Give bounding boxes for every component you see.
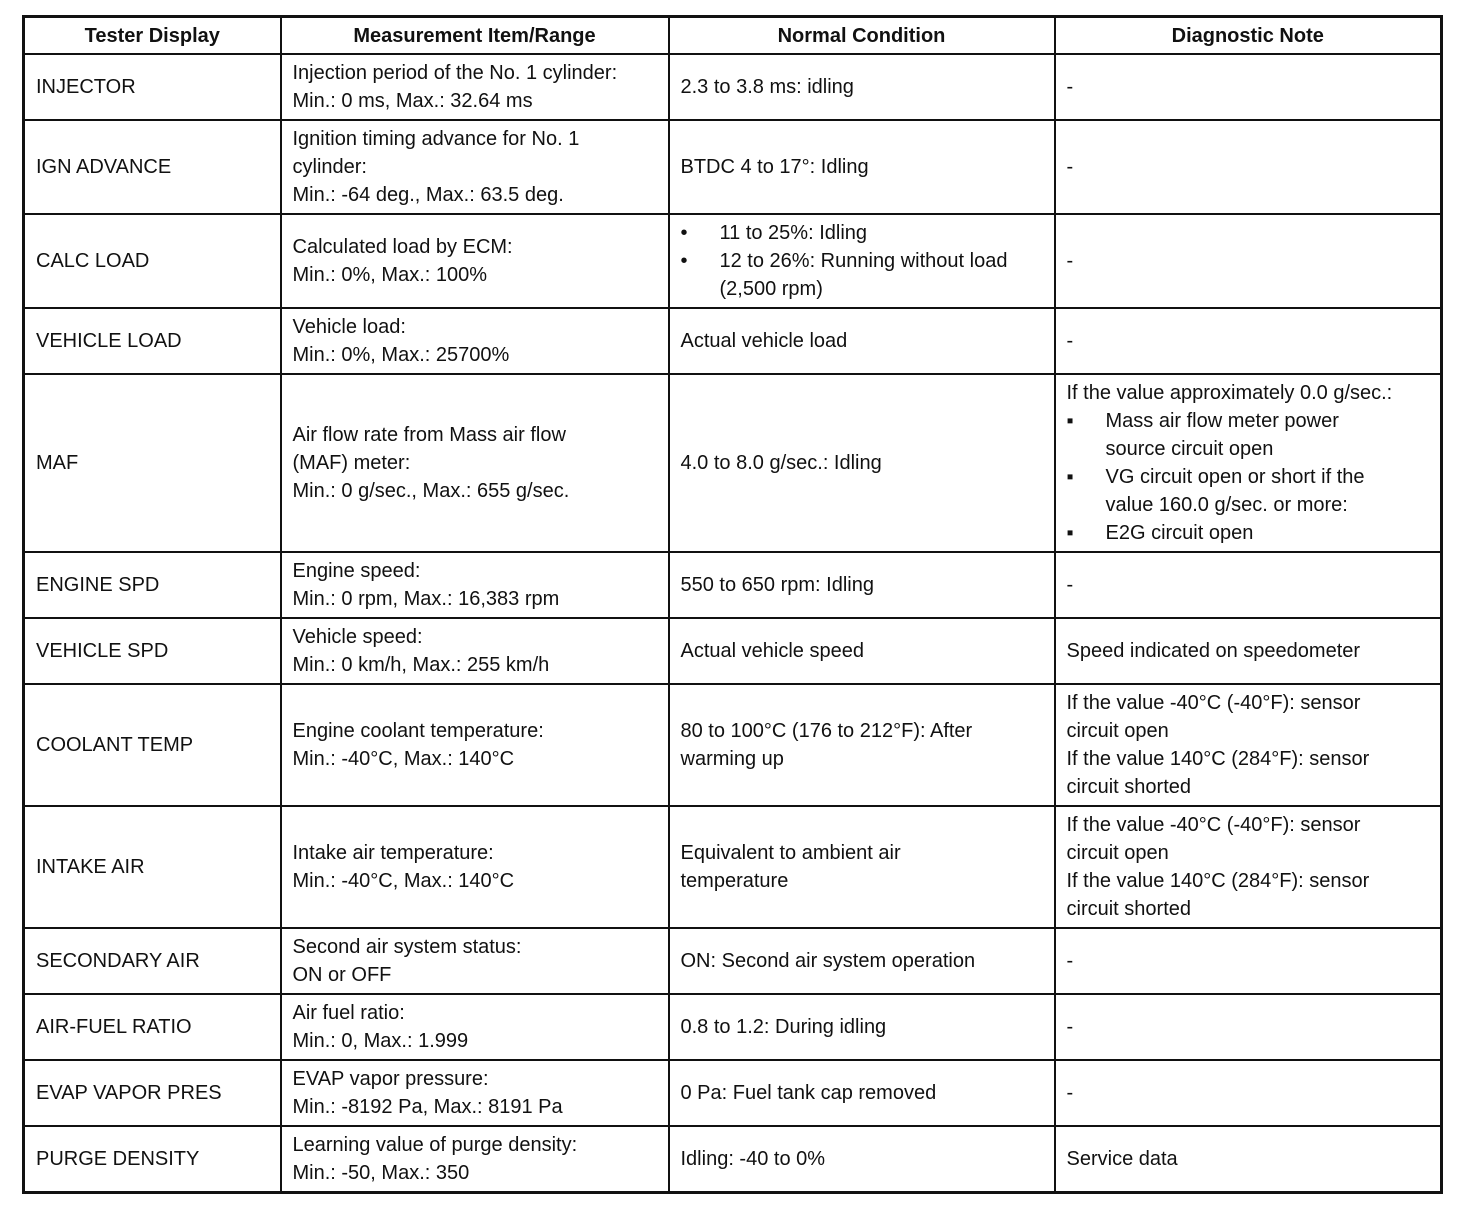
measurement-line: Injection period of the No. 1 cylinder: bbox=[292, 62, 618, 84]
cell-diagnostic-note bbox=[1055, 806, 1442, 928]
cell-tester-display: CALC LOAD bbox=[24, 214, 281, 308]
note-line: If the value -40°C (-40°F): sensor bbox=[1066, 692, 1361, 714]
cell-tester-display: PURGE DENSITY bbox=[24, 1126, 281, 1192]
cell-normal-condition bbox=[669, 1126, 1055, 1192]
cell-diagnostic-note bbox=[1055, 994, 1442, 1060]
note-line: circuit shorted bbox=[1066, 776, 1191, 798]
cell-measurement-range bbox=[281, 1126, 669, 1192]
note-line: Service data bbox=[1066, 1147, 1178, 1170]
note-bullet-item-list bbox=[1067, 407, 1431, 547]
measurement-line: EVAP vapor pressure: bbox=[292, 1068, 489, 1090]
cell-diagnostic-note bbox=[1055, 1060, 1442, 1126]
note-line: circuit shorted bbox=[1066, 898, 1191, 920]
cell-tester-display: VEHICLE LOAD bbox=[24, 308, 281, 374]
measurement-line: ON or OFF bbox=[292, 964, 392, 986]
note-bullet-item-text: Mass air flow meter power bbox=[1105, 410, 1339, 432]
cell-diagnostic-note bbox=[1055, 928, 1442, 994]
note-bullet-item bbox=[1067, 407, 1431, 463]
header-measurement-item-range: Measurement Item/Range bbox=[281, 17, 669, 55]
condition-bullet-item-text: 11 to 25%: Idling bbox=[719, 222, 868, 244]
measurement-line: Min.: -64 deg., Max.: 63.5 deg. bbox=[292, 184, 564, 206]
cell-measurement-range bbox=[281, 308, 669, 374]
measurement-line: Min.: 0 ms, Max.: 32.64 ms bbox=[292, 90, 533, 112]
table-row bbox=[24, 994, 1442, 1060]
diagnostic-data-table-container bbox=[22, 15, 1440, 1194]
condition-line: warming up bbox=[680, 748, 784, 770]
measurement-line: Calculated load by ECM: bbox=[292, 236, 513, 258]
measurement-line: Ignition timing advance for No. 1 bbox=[292, 128, 580, 150]
condition-line: Actual vehicle load bbox=[680, 330, 848, 352]
cell-measurement-range bbox=[281, 214, 669, 308]
condition-line: Equivalent to ambient air bbox=[680, 842, 901, 864]
note-line: If the value 140°C (284°F): sensor bbox=[1066, 748, 1370, 770]
measurement-line: Air fuel ratio: bbox=[292, 1002, 405, 1024]
table-row bbox=[24, 552, 1442, 618]
cell-diagnostic-note bbox=[1055, 374, 1442, 552]
measurement-line: Min.: -8192 Pa, Max.: 8191 Pa bbox=[292, 1096, 563, 1118]
note-line: - bbox=[1066, 1082, 1074, 1104]
condition-line: temperature bbox=[680, 870, 789, 892]
cell-measurement-range bbox=[281, 374, 669, 552]
table-row bbox=[24, 1060, 1442, 1126]
cell-diagnostic-note bbox=[1055, 552, 1442, 618]
bullet-icon: ▪ bbox=[1066, 466, 1074, 488]
cell-measurement-range bbox=[281, 552, 669, 618]
cell-measurement-range bbox=[281, 928, 669, 994]
cell-tester-display: AIR-FUEL RATIO bbox=[24, 994, 281, 1060]
condition-bullet-item-list bbox=[681, 219, 1044, 303]
cell-normal-condition bbox=[669, 308, 1055, 374]
cell-normal-condition bbox=[669, 374, 1055, 552]
measurement-line: Min.: -40°C, Max.: 140°C bbox=[292, 870, 515, 892]
measurement-line: Min.: 0%, Max.: 25700% bbox=[292, 344, 510, 366]
cell-normal-condition bbox=[669, 1060, 1055, 1126]
table-row bbox=[24, 374, 1442, 552]
note-line: - bbox=[1066, 250, 1074, 272]
table-row bbox=[24, 1126, 1442, 1192]
table-row bbox=[24, 684, 1442, 806]
cell-diagnostic-note bbox=[1055, 684, 1442, 806]
note-bullet-item-text: E2G circuit open bbox=[1105, 522, 1254, 544]
condition-bullet-item-text: (2,500 rpm) bbox=[719, 278, 823, 300]
note-line: - bbox=[1066, 330, 1074, 352]
cell-tester-display: COOLANT TEMP bbox=[24, 684, 281, 806]
diagnostic-data-table bbox=[22, 15, 1443, 1194]
cell-tester-display: EVAP VAPOR PRES bbox=[24, 1060, 281, 1126]
header-normal-condition: Normal Condition bbox=[669, 17, 1055, 55]
note-bullet-item bbox=[1067, 519, 1431, 547]
bullet-icon: • bbox=[680, 250, 688, 272]
cell-diagnostic-note bbox=[1055, 120, 1442, 214]
note-line: - bbox=[1066, 1016, 1074, 1038]
cell-measurement-range bbox=[281, 54, 669, 120]
measurement-line: Vehicle load: bbox=[292, 316, 406, 338]
measurement-line: Min.: 0, Max.: 1.999 bbox=[292, 1030, 469, 1052]
cell-diagnostic-note bbox=[1055, 308, 1442, 374]
bullet-icon: ▪ bbox=[1066, 410, 1074, 432]
note-line: - bbox=[1066, 156, 1074, 178]
condition-line: 0.8 to 1.2: During idling bbox=[680, 1016, 887, 1038]
cell-normal-condition bbox=[669, 120, 1055, 214]
cell-measurement-range bbox=[281, 684, 669, 806]
note-line: circuit open bbox=[1066, 720, 1169, 742]
table-row bbox=[24, 120, 1442, 214]
condition-bullet-item bbox=[681, 247, 1044, 303]
measurement-line: Vehicle speed: bbox=[292, 626, 423, 648]
cell-tester-display: INTAKE AIR bbox=[24, 806, 281, 928]
cell-tester-display: SECONDARY AIR bbox=[24, 928, 281, 994]
measurement-line: Intake air temperature: bbox=[292, 842, 494, 864]
note-line: If the value 140°C (284°F): sensor bbox=[1066, 870, 1370, 892]
condition-line: 2.3 to 3.8 ms: idling bbox=[680, 76, 854, 98]
cell-normal-condition bbox=[669, 618, 1055, 684]
cell-normal-condition bbox=[669, 214, 1055, 308]
measurement-line: (MAF) meter: bbox=[292, 452, 411, 474]
measurement-line: cylinder: bbox=[292, 156, 367, 178]
condition-line: BTDC 4 to 17°: Idling bbox=[680, 156, 869, 178]
cell-tester-display: IGN ADVANCE bbox=[24, 120, 281, 214]
measurement-line: Min.: 0%, Max.: 100% bbox=[292, 264, 488, 286]
cell-diagnostic-note bbox=[1055, 1126, 1442, 1192]
cell-normal-condition bbox=[669, 684, 1055, 806]
bullet-icon: ▪ bbox=[1066, 522, 1074, 544]
table-row bbox=[24, 806, 1442, 928]
measurement-line: Air flow rate from Mass air flow bbox=[292, 424, 566, 446]
cell-measurement-range bbox=[281, 1060, 669, 1126]
note-bullet-item-text: value 160.0 g/sec. or more: bbox=[1105, 494, 1348, 516]
condition-line: 0 Pa: Fuel tank cap removed bbox=[680, 1082, 937, 1104]
header-tester-display: Tester Display bbox=[24, 17, 281, 55]
cell-measurement-range bbox=[281, 120, 669, 214]
condition-line: 4.0 to 8.0 g/sec.: Idling bbox=[680, 452, 882, 474]
measurement-line: Min.: -50, Max.: 350 bbox=[292, 1161, 470, 1184]
header-diagnostic-note: Diagnostic Note bbox=[1055, 17, 1442, 55]
cell-measurement-range bbox=[281, 618, 669, 684]
cell-normal-condition bbox=[669, 806, 1055, 928]
table-body bbox=[24, 54, 1442, 1192]
condition-line: Idling: -40 to 0% bbox=[680, 1147, 826, 1170]
table-header bbox=[24, 17, 1442, 55]
measurement-line: Min.: -40°C, Max.: 140°C bbox=[292, 748, 515, 770]
note-line: If the value approximately 0.0 g/sec.: bbox=[1066, 382, 1393, 404]
cell-measurement-range bbox=[281, 806, 669, 928]
note-bullet-item bbox=[1067, 463, 1431, 519]
cell-normal-condition bbox=[669, 928, 1055, 994]
condition-line: 80 to 100°C (176 to 212°F): After bbox=[680, 720, 973, 742]
table-row bbox=[24, 928, 1442, 994]
cell-diagnostic-note bbox=[1055, 54, 1442, 120]
cell-normal-condition bbox=[669, 994, 1055, 1060]
measurement-line: Min.: 0 rpm, Max.: 16,383 rpm bbox=[292, 588, 560, 610]
cell-diagnostic-note bbox=[1055, 618, 1442, 684]
cell-tester-display: INJECTOR bbox=[24, 54, 281, 120]
measurement-line: Engine speed: bbox=[292, 560, 421, 582]
note-line: Speed indicated on speedometer bbox=[1066, 640, 1361, 662]
cell-normal-condition bbox=[669, 54, 1055, 120]
measurement-line: Engine coolant temperature: bbox=[292, 720, 544, 742]
condition-bullet-item-text: 12 to 26%: Running without load bbox=[719, 250, 1008, 272]
header-row bbox=[24, 17, 1442, 55]
table-row bbox=[24, 54, 1442, 120]
table-row bbox=[24, 618, 1442, 684]
measurement-line: Min.: 0 g/sec., Max.: 655 g/sec. bbox=[292, 480, 570, 502]
measurement-line: Learning value of purge density: bbox=[292, 1133, 578, 1156]
note-line: - bbox=[1066, 574, 1074, 596]
measurement-line: Second air system status: bbox=[292, 936, 522, 958]
note-line: - bbox=[1066, 950, 1074, 972]
cell-tester-display: MAF bbox=[24, 374, 281, 552]
measurement-line: Min.: 0 km/h, Max.: 255 km/h bbox=[292, 654, 550, 676]
note-line: - bbox=[1066, 76, 1074, 98]
cell-tester-display: VEHICLE SPD bbox=[24, 618, 281, 684]
note-line: If the value -40°C (-40°F): sensor bbox=[1066, 814, 1361, 836]
condition-line: 550 to 650 rpm: Idling bbox=[680, 574, 874, 596]
note-bullet-item-text: source circuit open bbox=[1105, 438, 1274, 460]
table-row bbox=[24, 308, 1442, 374]
condition-bullet-item bbox=[681, 219, 1044, 247]
condition-line: Actual vehicle speed bbox=[680, 640, 864, 662]
cell-diagnostic-note bbox=[1055, 214, 1442, 308]
cell-normal-condition bbox=[669, 552, 1055, 618]
cell-measurement-range bbox=[281, 994, 669, 1060]
table-row bbox=[24, 214, 1442, 308]
bullet-icon: • bbox=[680, 222, 688, 244]
note-bullet-item-text: VG circuit open or short if the bbox=[1105, 466, 1365, 488]
cell-tester-display: ENGINE SPD bbox=[24, 552, 281, 618]
condition-line: ON: Second air system operation bbox=[680, 950, 976, 972]
note-line: circuit open bbox=[1066, 842, 1169, 864]
